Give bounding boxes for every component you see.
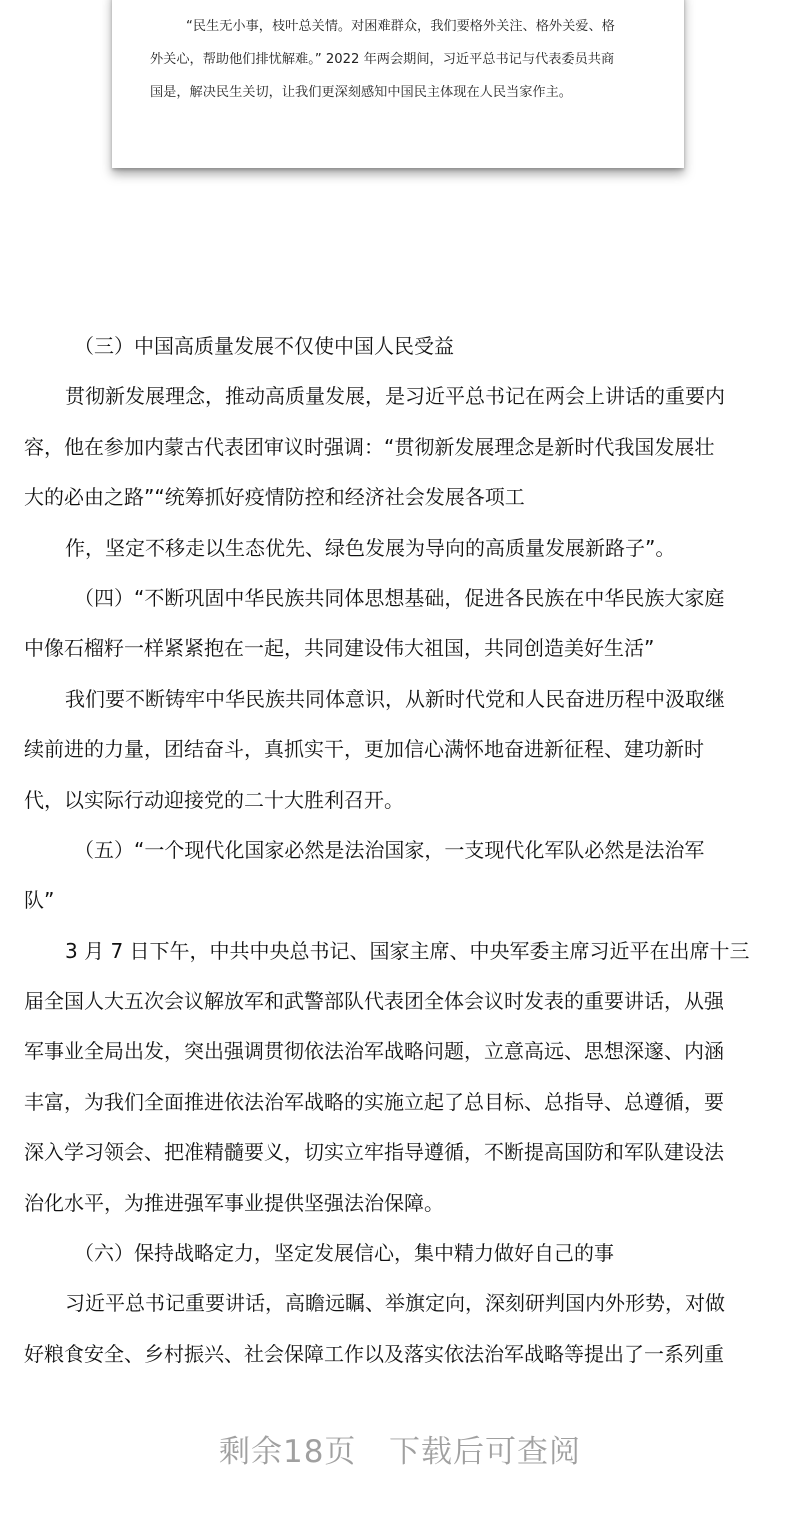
text-line: 大的必由之路”“统筹抓好疫情防控和经济社会发展各项工 bbox=[24, 485, 525, 510]
text-line: 习近平总书记重要讲话，高瞻远瞩、举旗定向，深刻研判国内外形势，对做 bbox=[65, 1291, 725, 1316]
text-line: 丰富，为我们全面推进依法治军战略的实施立起了总目标、总指导、总遵循，要 bbox=[24, 1089, 724, 1114]
text-line: 届全国人大五次会议解放军和武警部队代表团全体会议时发表的重要讲话，从强 bbox=[24, 989, 724, 1014]
quote-line: 外关心，帮助他们排忧解难。” 2022 年两会期间，习近平总书记与代表委员共商 bbox=[150, 52, 615, 67]
text-line: 3 月 7 日下午，中共中央总书记、国家主席、中央军委主席习近平在出席十三 bbox=[65, 938, 750, 963]
text-line: 续前进的力量，团结奋斗，真抓实干，更加信心满怀地奋进新征程、建功新时 bbox=[24, 737, 704, 762]
text-line: 我们要不断铸牢中华民族共同体意识，从新时代党和人民奋进历程中汲取继 bbox=[65, 686, 725, 711]
section-heading: （四）“不断巩固中华民族共同体思想基础，促进各民族在中华民族大家庭 bbox=[74, 585, 725, 610]
section-heading: （五）“一个现代化国家必然是法治国家，一支现代化军队必然是法治军 bbox=[74, 837, 705, 862]
text-line: 代，以实际行动迎接党的二十大胜利召开。 bbox=[24, 787, 404, 812]
text-line: 队” bbox=[24, 888, 55, 913]
text-line: 作，坚定不移走以生态优先、绿色发展为导向的高质量发展新路子”。 bbox=[65, 535, 676, 560]
text-line: 容，他在参加内蒙古代表团审议时强调：“贯彻新发展理念是新时代我国发展壮 bbox=[24, 434, 715, 459]
document-body bbox=[24, 331, 764, 1389]
quote-card bbox=[112, 0, 684, 168]
section-heading: （三）中国高质量发展不仅使中国人民受益 bbox=[74, 334, 454, 358]
text-line: 治化水平，为推进强军事业提供坚强法治保障。 bbox=[24, 1190, 444, 1215]
text-line: 深入学习领会、把准精髓要义，切实立牢指导遵循，不断提高国防和军队建设法 bbox=[24, 1140, 724, 1165]
text-line: 好粮食安全、乡村振兴、社会保障工作以及落实依法治军战略等提出了一系列重 bbox=[24, 1341, 724, 1366]
section-heading: （六）保持战略定力，坚定发展信心，集中精力做好自己的事 bbox=[74, 1241, 614, 1266]
quote-line: “民生无小事，枝叶总关情。对困难群众，我们要格外关注、格外关爱、格 bbox=[186, 19, 615, 34]
text-line: 军事业全局出发，突出强调贯彻依法治军战略问题，立意高远、思想深邃、内涵 bbox=[24, 1039, 724, 1064]
remaining-pages-download-prompt[interactable]: 剩余18页 下载后可查阅 bbox=[218, 1434, 581, 1470]
quote-line: 国是，解决民生关切，让我们更深刻感知中国民主体现在人民当家作主。 bbox=[150, 85, 572, 100]
text-line: 中像石榴籽一样紧紧抱在一起，共同建设伟大祖国，共同创造美好生活” bbox=[24, 636, 655, 661]
text-line: 贯彻新发展理念，推动高质量发展，是习近平总书记在两会上讲话的重要内 bbox=[65, 384, 725, 409]
